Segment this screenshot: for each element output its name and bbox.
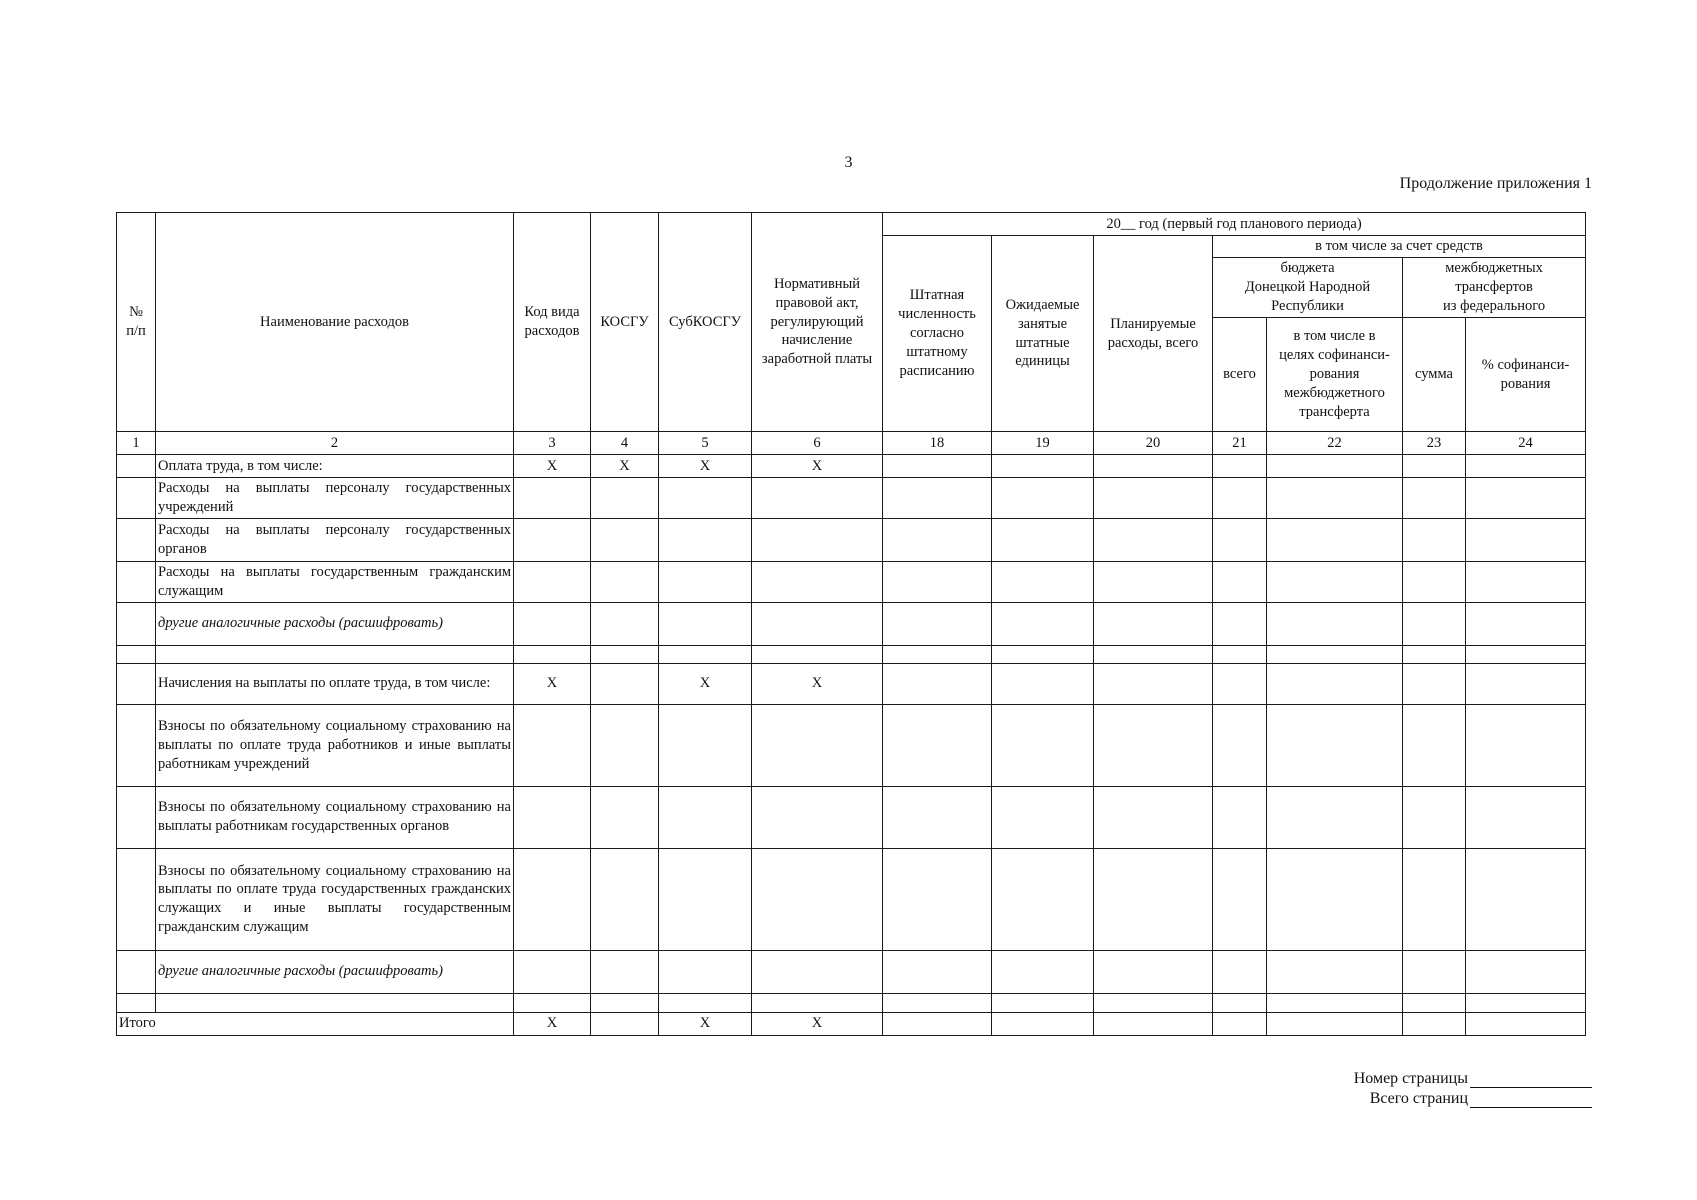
header-budget-dnr: бюджета Донецкой Народной Республики — [1213, 258, 1403, 318]
total-cell — [1213, 1012, 1267, 1035]
row-num-cell — [117, 518, 156, 561]
row-value-cell — [1403, 645, 1466, 663]
row-value-cell — [1213, 704, 1267, 786]
row-name-cell — [156, 645, 514, 663]
row-name-cell: Взносы по обязательному социальному страхованию на выплаты по оплате труда государственных гражданских служащих и иные выплаты государственным гражданским служащим — [156, 848, 514, 950]
row-code-cell — [514, 561, 591, 602]
row-name-cell: Расходы на выплаты государственным гражданским служащим — [156, 561, 514, 602]
row-value-cell — [1403, 848, 1466, 950]
row-value-cell — [992, 950, 1094, 993]
row-code-cell — [514, 645, 591, 663]
row-value-cell — [883, 561, 992, 602]
total-cell — [1094, 1012, 1213, 1035]
row-value-cell — [883, 518, 992, 561]
row-value-cell — [883, 455, 992, 478]
row-value-cell — [992, 602, 1094, 645]
total-row — [117, 1012, 1586, 1035]
row-value-cell — [992, 478, 1094, 519]
row-code-cell: Х — [659, 663, 752, 704]
col-number: 19 — [992, 432, 1094, 455]
row-value-cell — [1403, 993, 1466, 1012]
row-value-cell — [992, 704, 1094, 786]
row-value-cell — [992, 848, 1094, 950]
row-value-cell — [1094, 455, 1213, 478]
header-year: 20__ год (первый год планового периода) — [883, 213, 1586, 236]
row-value-cell — [1403, 602, 1466, 645]
header-expected: Ожидаемые занятые штатные единицы — [992, 236, 1094, 432]
row-code-cell — [514, 786, 591, 848]
row-value-cell — [1466, 455, 1586, 478]
row-value-cell — [992, 786, 1094, 848]
total-cell — [883, 1012, 992, 1035]
row-value-cell — [1466, 848, 1586, 950]
table-row — [117, 602, 1586, 645]
row-num-cell — [117, 561, 156, 602]
row-value-cell — [883, 663, 992, 704]
header-interbudget: межбюджетных трансфертов из федерального — [1403, 258, 1586, 318]
row-code-cell: Х — [659, 455, 752, 478]
row-value-cell — [992, 645, 1094, 663]
row-name-cell: Расходы на выплаты персоналу государственных органов — [156, 518, 514, 561]
row-code-cell — [659, 993, 752, 1012]
row-value-cell — [1466, 786, 1586, 848]
row-name-cell: Начисления на выплаты по оплате труда, в том числе: — [156, 663, 514, 704]
row-code-cell: Х — [514, 455, 591, 478]
row-value-cell — [1094, 663, 1213, 704]
row-value-cell — [1213, 848, 1267, 950]
row-code-cell — [659, 518, 752, 561]
row-value-cell — [1466, 518, 1586, 561]
row-value-cell — [1213, 602, 1267, 645]
row-num-cell — [117, 848, 156, 950]
column-numbers-row — [117, 432, 1586, 455]
row-value-cell — [1403, 455, 1466, 478]
row-code-cell — [514, 602, 591, 645]
row-value-cell — [1466, 561, 1586, 602]
row-code-cell — [514, 478, 591, 519]
header-subkosgu: СубКОСГУ — [659, 213, 752, 432]
header-cofin-purpose: в том числе в целях софинанси- рования межбюджетного трансферта — [1267, 318, 1403, 432]
row-value-cell — [1267, 561, 1403, 602]
row-value-cell — [1094, 786, 1213, 848]
row-code-cell — [514, 993, 591, 1012]
total-cell — [1267, 1012, 1403, 1035]
row-code-cell: Х — [591, 455, 659, 478]
row-value-cell — [1466, 950, 1586, 993]
row-code-cell — [752, 704, 883, 786]
col-number: 2 — [156, 432, 514, 455]
page-number: 3 — [844, 154, 853, 171]
row-name-cell: другие аналогичные расходы (расшифровать) — [156, 950, 514, 993]
row-value-cell — [992, 561, 1094, 602]
row-code-cell — [514, 950, 591, 993]
row-value-cell — [1094, 518, 1213, 561]
row-code-cell — [591, 786, 659, 848]
row-value-cell — [1267, 478, 1403, 519]
row-num-cell — [117, 663, 156, 704]
page-number-label: Номер страницы — [1353, 1070, 1468, 1087]
row-value-cell — [1403, 786, 1466, 848]
row-value-cell — [1213, 950, 1267, 993]
row-value-cell — [992, 663, 1094, 704]
table-row — [117, 478, 1586, 519]
row-value-cell — [1213, 518, 1267, 561]
row-code-cell — [752, 478, 883, 519]
header-kosgu: КОСГУ — [591, 213, 659, 432]
row-code-cell — [659, 561, 752, 602]
row-code-cell: Х — [752, 455, 883, 478]
row-value-cell — [1267, 518, 1403, 561]
row-code-cell — [659, 478, 752, 519]
row-code-cell — [752, 602, 883, 645]
row-value-cell — [1403, 950, 1466, 993]
row-name-cell: другие аналогичные расходы (расшифровать) — [156, 602, 514, 645]
row-code-cell — [659, 645, 752, 663]
row-value-cell — [1267, 950, 1403, 993]
table-row — [117, 704, 1586, 786]
row-code-cell — [659, 704, 752, 786]
col-number: 22 — [1267, 432, 1403, 455]
row-value-cell — [1213, 993, 1267, 1012]
header-incl-funds: в том числе за счет средств — [1213, 236, 1586, 258]
row-value-cell — [883, 786, 992, 848]
header-cofin-pct: % софинанси- рования — [1466, 318, 1586, 432]
header-staff: Штатная численность согласно штатному расписанию — [883, 236, 992, 432]
row-code-cell — [591, 993, 659, 1012]
col-number: 3 — [514, 432, 591, 455]
table-row — [117, 561, 1586, 602]
row-value-cell — [883, 993, 992, 1012]
total-pages-line — [1470, 1090, 1592, 1108]
row-value-cell — [1094, 704, 1213, 786]
header-num: № п/п — [117, 213, 156, 432]
total-cell — [1466, 1012, 1586, 1035]
col-number: 4 — [591, 432, 659, 455]
row-code-cell — [591, 518, 659, 561]
row-code-cell — [752, 993, 883, 1012]
row-value-cell — [1213, 663, 1267, 704]
total-label: Итого — [117, 1012, 514, 1035]
row-value-cell — [1403, 561, 1466, 602]
row-code-cell — [591, 645, 659, 663]
row-code-cell — [752, 950, 883, 993]
total-pages-label: Всего страниц — [1369, 1090, 1468, 1107]
row-value-cell — [1213, 645, 1267, 663]
table-row — [117, 518, 1586, 561]
row-value-cell — [1267, 645, 1403, 663]
row-value-cell — [1267, 704, 1403, 786]
row-code-cell — [514, 848, 591, 950]
row-code-cell — [752, 518, 883, 561]
row-code-cell: Х — [514, 663, 591, 704]
row-value-cell — [883, 950, 992, 993]
row-value-cell — [1466, 663, 1586, 704]
header-npa: Нормативный правовой акт, регулирующий начисление заработной платы — [752, 213, 883, 432]
row-value-cell — [883, 704, 992, 786]
row-num-cell — [117, 950, 156, 993]
row-code-cell — [591, 848, 659, 950]
row-value-cell — [1094, 561, 1213, 602]
row-value-cell — [1267, 663, 1403, 704]
row-code-cell — [591, 478, 659, 519]
row-num-cell — [117, 478, 156, 519]
row-code-cell — [659, 602, 752, 645]
footer-total-pages — [1370, 1090, 1592, 1108]
row-value-cell — [883, 848, 992, 950]
row-value-cell — [1403, 704, 1466, 786]
row-value-cell — [992, 993, 1094, 1012]
row-value-cell — [1466, 993, 1586, 1012]
row-value-cell — [1267, 786, 1403, 848]
row-code-cell — [591, 602, 659, 645]
table-row — [117, 848, 1586, 950]
row-value-cell — [1267, 848, 1403, 950]
row-value-cell — [1094, 950, 1213, 993]
row-value-cell — [883, 645, 992, 663]
row-value-cell — [1094, 602, 1213, 645]
row-value-cell — [1466, 645, 1586, 663]
row-code-cell — [514, 704, 591, 786]
row-num-cell — [117, 786, 156, 848]
row-value-cell — [1213, 478, 1267, 519]
table-row — [117, 786, 1586, 848]
col-number: 23 — [1403, 432, 1466, 455]
row-value-cell — [1213, 786, 1267, 848]
row-num-cell — [117, 704, 156, 786]
col-number: 21 — [1213, 432, 1267, 455]
row-value-cell — [1466, 478, 1586, 519]
table-row — [117, 645, 1586, 663]
col-number: 18 — [883, 432, 992, 455]
row-name-cell: Оплата труда, в том числе: — [156, 455, 514, 478]
row-value-cell — [1466, 602, 1586, 645]
table-row — [117, 663, 1586, 704]
row-value-cell — [1094, 478, 1213, 519]
table-row — [117, 455, 1586, 478]
row-value-cell — [883, 478, 992, 519]
row-value-cell — [1403, 518, 1466, 561]
row-code-cell — [591, 561, 659, 602]
row-name-cell: Взносы по обязательному социальному страхованию на выплаты работникам государственных органов — [156, 786, 514, 848]
row-name-cell — [156, 993, 514, 1012]
header-name: Наименование расходов — [156, 213, 514, 432]
row-value-cell — [1213, 455, 1267, 478]
row-num-cell — [117, 602, 156, 645]
row-value-cell — [1403, 478, 1466, 519]
row-num-cell — [117, 455, 156, 478]
row-value-cell — [992, 455, 1094, 478]
total-cell — [1403, 1012, 1466, 1035]
table-row — [117, 950, 1586, 993]
header-sum: сумма — [1403, 318, 1466, 432]
row-code-cell — [591, 704, 659, 786]
row-value-cell — [1267, 602, 1403, 645]
total-cell — [992, 1012, 1094, 1035]
row-value-cell — [1213, 561, 1267, 602]
row-value-cell — [1094, 645, 1213, 663]
row-value-cell — [1094, 848, 1213, 950]
row-code-cell — [591, 663, 659, 704]
header-kvr: Код вида расходов — [514, 213, 591, 432]
row-name-cell: Взносы по обязательному социальному страхованию на выплаты по оплате труда работников и иные выплаты работникам учреждений — [156, 704, 514, 786]
row-name-cell: Расходы на выплаты персоналу государственных учреждений — [156, 478, 514, 519]
row-value-cell — [1466, 704, 1586, 786]
header-planned: Планируемые расходы, всего — [1094, 236, 1213, 432]
row-code-cell — [752, 645, 883, 663]
row-code-cell — [591, 950, 659, 993]
total-cell: Х — [752, 1012, 883, 1035]
row-code-cell — [659, 950, 752, 993]
row-code-cell — [514, 518, 591, 561]
row-value-cell — [1403, 663, 1466, 704]
col-number: 20 — [1094, 432, 1213, 455]
row-code-cell — [659, 848, 752, 950]
appendix-note: Продолжение приложения 1 — [1399, 175, 1592, 192]
row-code-cell — [659, 786, 752, 848]
row-value-cell — [1267, 993, 1403, 1012]
col-number: 5 — [659, 432, 752, 455]
col-number: 1 — [117, 432, 156, 455]
row-code-cell: Х — [752, 663, 883, 704]
row-code-cell — [752, 561, 883, 602]
expenses-table — [116, 212, 1586, 1036]
row-num-cell — [117, 645, 156, 663]
footer-page-number — [1354, 1070, 1592, 1088]
row-code-cell — [752, 786, 883, 848]
total-cell — [591, 1012, 659, 1035]
row-value-cell — [992, 518, 1094, 561]
row-value-cell — [1094, 993, 1213, 1012]
page-number-line — [1470, 1070, 1592, 1088]
total-cell: Х — [514, 1012, 591, 1035]
col-number: 24 — [1466, 432, 1586, 455]
table-row — [117, 993, 1586, 1012]
row-value-cell — [1267, 455, 1403, 478]
row-code-cell — [752, 848, 883, 950]
total-cell: Х — [659, 1012, 752, 1035]
row-value-cell — [883, 602, 992, 645]
col-number: 6 — [752, 432, 883, 455]
header-total: всего — [1213, 318, 1267, 432]
row-num-cell — [117, 993, 156, 1012]
